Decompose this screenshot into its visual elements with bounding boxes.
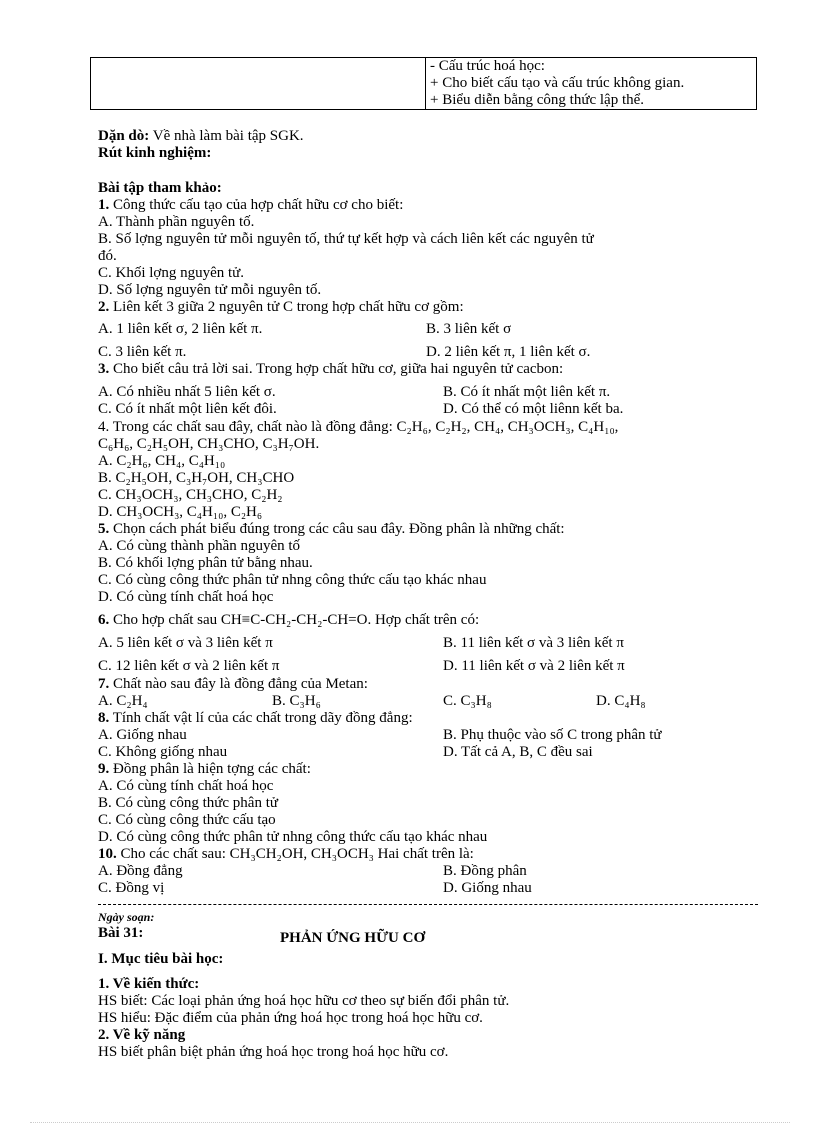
objectives-table	[90, 57, 757, 110]
question-9: 9. Đồng phân là hiện tợng các chất:	[98, 761, 311, 777]
q10-option-c: C. Đồng vị	[98, 880, 165, 896]
knowledge-line-1: HS biết: Các loại phản ứng hoá học hữu cơ theo sự biến đổi phân tử.	[98, 993, 510, 1009]
q7-option-c: C. C₃H₈	[443, 693, 492, 709]
table-line: + Biểu diễn bằng công thức lập thể.	[430, 92, 645, 108]
q2-option-a: A. 1 liên kết σ, 2 liên kết π.	[98, 321, 263, 337]
q10-option-d: D. Giống nhau	[443, 880, 532, 896]
section-divider	[98, 904, 758, 905]
date-label: Ngày soạn:	[98, 910, 155, 924]
q4-option-c: C. CH₃OCH₃, CH₃CHO, C₂H₂	[98, 487, 283, 503]
q9-option-b: B. Có cùng công thức phân tử	[98, 795, 278, 811]
dan-do: Dặn dò: Về nhà làm bài tập SGK.	[98, 128, 304, 144]
skills-heading: 2. Về kỹ năng	[98, 1027, 186, 1043]
q4-option-b: B. C₂H₅OH, C₃H₇OH, CH₃CHO	[98, 470, 295, 486]
question-8: 8. Tính chất vật lí của các chất trong dãy đồng đẳng:	[98, 710, 413, 726]
question-4-cont: C₆H₆, C₂H₅OH, CH₃CHO, C₃H₇OH.	[98, 436, 320, 452]
rut-kinh-nghiem: Rút kinh nghiệm:	[98, 145, 212, 161]
q3-option-d: D. Có thể có một liênn kết ba.	[443, 401, 624, 417]
q8-option-b: B. Phụ thuộc vào số C trong phân tử	[443, 727, 662, 743]
q2-option-c: C. 3 liên kết π.	[98, 344, 187, 360]
table-line: - Cấu trúc hoá học:	[430, 58, 545, 74]
q8-option-a: A. Giống nhau	[98, 727, 187, 743]
question-2: 2. Liên kết 3 giữa 2 nguyên tử C trong hợp chất hữu cơ gồm:	[98, 299, 464, 315]
q4-option-d: D. CH₃OCH₃, C₄H₁₀, C₂H₆	[98, 504, 263, 520]
q4-option-a: A. C₂H₆, CH₄, C₄H₁₀	[98, 453, 226, 469]
q10-option-a: A. Đồng đẳng	[98, 863, 183, 879]
question-10: 10. Cho các chất sau: CH₃CH₂OH, CH₃OCH₃ Hai chất trên là:	[98, 846, 474, 862]
q2-option-d: D. 2 liên kết π, 1 liên kết σ.	[426, 344, 591, 360]
knowledge-line-2: HS hiểu: Đặc điểm của phản ứng hoá học trong hoá học hữu cơ.	[98, 1010, 483, 1026]
q6-option-c: C. 12 liên kết σ và 2 liên kết π	[98, 658, 280, 674]
lesson-label: Bài 31:	[98, 925, 144, 941]
q5-option-a: A. Có cùng thành phần nguyên tố	[98, 538, 301, 554]
q6-option-a: A. 5 liên kết σ và 3 liên kết π	[98, 635, 273, 651]
q6-option-b: B. 11 liên kết σ và 3 liên kết π	[443, 635, 624, 651]
knowledge-heading: 1. Về kiến thức:	[98, 976, 200, 992]
q1-option-b-cont: đó.	[98, 248, 117, 264]
q7-option-d: D. C₄H₈	[596, 693, 646, 709]
q8-option-c: C. Không giống nhau	[98, 744, 228, 760]
q5-option-c: C. Có cùng công thức phân tử nhng công thức cấu tạo khác nhau	[98, 572, 487, 588]
question-6: 6. Cho hợp chất sau CH≡C-CH₂-CH₂-CH=O. Hợp chất trên có:	[98, 612, 480, 628]
q1-option-a: A. Thành phần nguyên tố.	[98, 214, 255, 230]
table-cell-right	[426, 58, 757, 110]
question-3: 3. Cho biết câu trả lời sai. Trong hợp chất hữu cơ, giữa hai nguyên tử cacbon:	[98, 361, 564, 377]
q6-option-d: D. 11 liên kết σ và 2 liên kết π	[443, 658, 625, 674]
q3-option-a: A. Có nhiều nhất 5 liên kết σ.	[98, 384, 276, 400]
q5-option-b: B. Có khối lợng phân tử bằng nhau.	[98, 555, 313, 571]
table-line: + Cho biết cấu tạo và cấu trúc không gian.	[430, 75, 685, 91]
q3-option-b: B. Có ít nhất một liên kết π.	[443, 384, 611, 400]
question-1: 1. Công thức cấu tạo của hợp chất hữu cơ cho biết:	[98, 197, 404, 213]
question-7: 7. Chất nào sau đây là đồng đẳng của Metan:	[98, 676, 368, 692]
skills-line-1: HS biết phân biệt phản ứng hoá học trong hoá học hữu cơ.	[98, 1044, 449, 1060]
q1-option-c: C. Khối lợng nguyên tử.	[98, 265, 245, 281]
q3-option-c: C. Có ít nhất một liên kết đôi.	[98, 401, 277, 417]
bai-tap-title: Bài tập tham khảo:	[98, 180, 222, 196]
q1-option-d: D. Số lợng nguyên tử mỗi nguyên tố.	[98, 282, 322, 298]
table-cell-left	[91, 58, 426, 110]
q9-option-d: D. Có cùng công thức phân tử nhng công thức cấu tạo khác nhau	[98, 829, 488, 845]
q10-option-b: B. Đồng phân	[443, 863, 527, 879]
section-objectives: I. Mục tiêu bài học:	[98, 951, 224, 967]
q5-option-d: D. Có cùng tính chất hoá học	[98, 589, 274, 605]
q9-option-c: C. Có cùng công thức cấu tạo	[98, 812, 276, 828]
question-4: 4. Trong các chất sau đây, chất nào là đồng đẳng: C₂H₆, C₂H₂, CH₄, CH₃OCH₃, C₄H₁₀,	[98, 419, 619, 435]
lesson-title: PHẢN ỨNG HỮU CƠ	[280, 930, 426, 946]
q7-option-a: A. C₂H₄	[98, 693, 148, 709]
q9-option-a: A. Có cùng tính chất hoá học	[98, 778, 274, 794]
q1-option-b: B. Số lợng nguyên tử mỗi nguyên tố, thứ tự kết hợp và cách liên kết các nguyên tử	[98, 231, 594, 247]
q2-option-b: B. 3 liên kết σ	[426, 321, 512, 337]
q8-option-d: D. Tất cả A, B, C đều sai	[443, 744, 593, 760]
q7-option-b: B. C₃H₆	[272, 693, 321, 709]
question-5: 5. Chọn cách phát biểu đúng trong các câu sau đây. Đồng phân là những chất:	[98, 521, 565, 537]
